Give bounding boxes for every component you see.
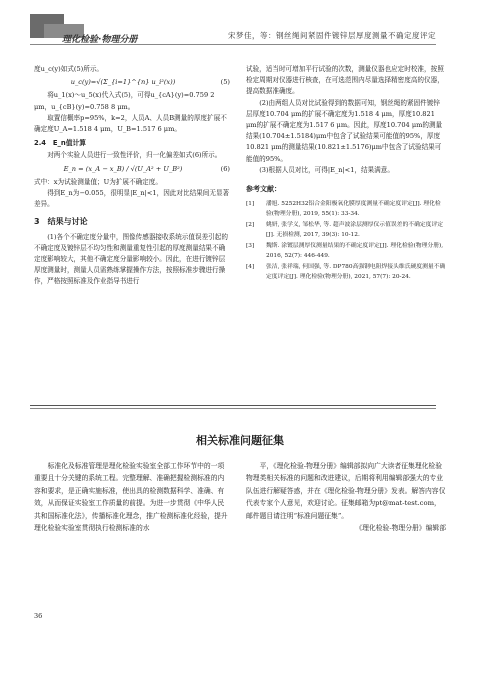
notice-title: 相关标准问题征集: [196, 434, 284, 447]
notice-left-column: [34, 460, 230, 534]
paragraph: 式中：x为试验测量值；U为扩展不确定度。: [34, 177, 162, 186]
reference-text: 潘旭. 5252H32铝合金阳极氧化膜厚度测量不确定度评定[J]. 理化检验(物理分册), 2019, 55(1): 33-34.: [266, 201, 441, 218]
paragraph: (1)各个不确定度分量中，图像传感器接收系统示值误差引起的不确定度及镀锌层不均匀性和测量重复性引起的厚度测量结果不确定度影响较大，其他不确定度分量影响较小。因此，在进行镀锌层厚度测量时，测量人员需熟练掌握操作方法，按照标准步骤进行操作，严格按照标准及作业指导书进行: [34, 232, 228, 286]
reference-number: [3]: [246, 243, 255, 250]
notice-right-column: [246, 460, 446, 534]
reference-number: [2]: [246, 222, 255, 229]
running-title: 宋梦佳，等：钢丝绳间紧固件镀锌层厚度测量不确定度评定: [228, 31, 436, 40]
section-divider: [30, 405, 436, 406]
equation-number: (6): [220, 164, 230, 173]
equation-6: [34, 164, 230, 175]
reference-number: [1]: [246, 201, 255, 208]
paragraph: 对两个实验人员进行一致性评价，归一化偏差如式(6)所示。: [47, 151, 222, 160]
paragraph: 得到E_n为−0.055，很明显|E_n|<1，因此对比结果间无显著差异。: [34, 189, 230, 209]
paragraph: 试验，适当时可增加平行试验的次数，测量仪器也应定时校准，按照检定周期对仪器进行核查，在可选范围内尽量选择精密度高的仪器，提高数据准确度。: [246, 65, 444, 96]
journal-logo: 理化检验·物理分册: [62, 35, 138, 45]
equation-formula: E_n = (x_A − x_B) / √(U_A² + U_B²): [63, 164, 183, 173]
reference-text: 姚妍, 张学义, 邹松华, 等. 超声波涂层测厚仪示值误差的不确定度评定[J]. 无损检测, 2017, 39(3): 10-12.: [266, 222, 444, 239]
equation-number: (5): [220, 78, 230, 87]
right-column: [246, 64, 446, 283]
reference-item: [246, 262, 446, 282]
reference-item: [246, 241, 446, 261]
page-number: 36: [34, 612, 43, 620]
equation-5: [34, 77, 230, 88]
notice-paragraph: 平，《理化检验-物理分册》编辑部拟向广大读者征集理化检验物理类相关标准的问题和改进建议，后期将利用编辑部强大的专业队伍进行解疑答惑，并在《理化检验-物理分册》发表。解答内容仅代表专家个人意见，欢迎讨论。征集邮箱为pt@mat-test.com，邮件题目请注明“标准问题征集”。: [246, 462, 446, 520]
left-column: [34, 64, 230, 288]
paragraph: (3)根据人员对比，可得|E_n|<1，结果满意。: [259, 165, 394, 174]
reference-item: [246, 220, 446, 240]
equation-formula: u_c(y)=√(Σ_{i=1}^{n} u_i²(x)): [70, 78, 176, 87]
reference-text: 张洁, 张祥瑞, 何国强, 等. DP780高强钢电阻焊接头维氏硬度测量不确定度评定[J]. 理化检验(物理分册), 2021, 57(7): 20-24.: [266, 264, 446, 281]
paragraph: (2)由两组人员对比试验得到的数据可知，钢丝绳的紧固件镀锌层厚度10.704 μm的扩展不确定度为1.518 4 μm，厚度10.821 μm的扩展不确定度为1.517 6 μm。因此，厚度10.704 μm的测量结果(10.704±1.5184)μm中包含了试验结果可能值的95%，厚度10.821 μm的测量结果(10.821±1.5176)μm中包含了试验结果可能值的95%。: [246, 98, 443, 163]
section-heading-2-4: 2.4 E_n值计算: [34, 139, 87, 148]
references-heading: 参考文献：: [246, 185, 281, 194]
reference-item: [246, 199, 446, 219]
notice-signature: 《理化检验-物理分册》编辑部: [355, 524, 446, 533]
paragraph: 度u_c(y)如式(5)所示。: [34, 65, 104, 73]
reference-text: 魏斯. 涂镀层测厚仪测量结果的不确定度评定[J]. 理化检验(物理分册), 2016, 52(7): 446-449.: [266, 243, 444, 260]
notice-paragraph: 标准化及标准管理是理化检验实验室全部工作环节中的一项重要且十分关键的系统工程。完整理解、准确把握检测标准的内容和要求，是正确实施标准，使出具的检测数据科学、准确、有效，从而保证实验室工作质量的前提。为进一步贯彻《中华人民共和国标准化法》，传播标准化理念，推广检测标准化经验，提升理化检验实验室贯彻执行检测标准的水: [34, 462, 228, 533]
paragraph: 取置信概率p=95%，k=2，人员A、人员B测量的厚度扩展不确定度U_A=1.518 4 μm，U_B=1.517 6 μm。: [34, 113, 227, 134]
section-heading-3: 3 结果与讨论: [34, 217, 88, 227]
section-divider-thin: [30, 408, 436, 409]
reference-number: [4]: [246, 264, 255, 271]
header-rule: [30, 44, 436, 45]
paragraph: 将u_1(x)～u_5(x)代入式(5)，可得u_{cA}(y)=0.759 2 μm，u_{cB}(y)=0.758 8 μm。: [34, 91, 215, 111]
